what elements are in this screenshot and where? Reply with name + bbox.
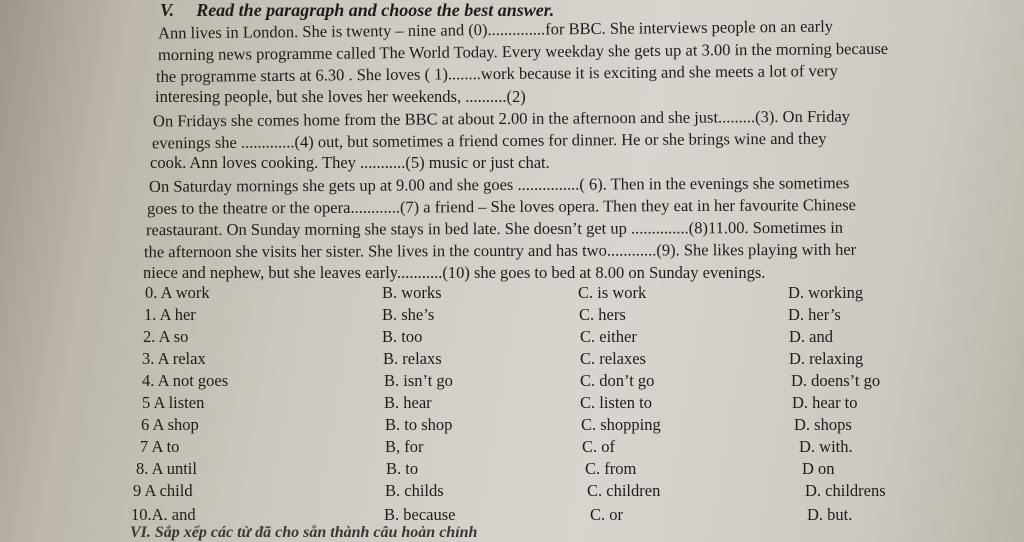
paragraph-line: goes to the theatre or the opera............(7) a friend – She loves opera. Then they eat in her favourite Chinese (146, 195, 856, 218)
paragraph-line: On Fridays she comes home from the BBC at about 2.00 in the afternoon and she just.........(3). On Friday (152, 106, 851, 131)
option-a: 4. A not goes (142, 371, 229, 390)
option-a: 7 A to (140, 437, 180, 456)
option-row (0, 437, 1024, 459)
option-b: B. she’s (382, 305, 435, 324)
option-d: D on (802, 459, 835, 478)
paragraph-line: interesing people, but she loves her weekends, ..........(2) (155, 87, 526, 106)
option-a: 3. A relax (142, 349, 206, 368)
option-d: D. hear to (792, 393, 858, 412)
option-a: 1. A her (144, 305, 196, 324)
option-b: B. because (384, 505, 456, 524)
option-row (0, 393, 1024, 415)
option-b: B. hear (384, 393, 432, 412)
option-row (0, 415, 1024, 437)
option-b: B. relaxs (383, 349, 442, 368)
next-exercise-heading: VI. Sắp xếp các từ đã cho sẵn thành câu hoàn chỉnh (130, 524, 478, 541)
paragraph-line: Ann lives in London. She is twenty – nine and (0)..............for BBC. She interviews people on an early (157, 16, 834, 43)
option-d: D. her’s (788, 305, 841, 324)
option-c: C. listen to (580, 393, 652, 412)
option-a: 8. A until (136, 459, 197, 478)
option-a: 5 A listen (142, 393, 205, 412)
option-c: C. hers (579, 305, 626, 324)
option-c: C. from (585, 459, 637, 478)
paragraph-line: morning news programme called The World Today. Every weekday she gets up at 3.00 in the morning because (157, 38, 889, 65)
option-row (0, 349, 1024, 371)
option-d: D. working (788, 283, 864, 302)
option-d: D. with. (799, 437, 853, 456)
option-row (0, 481, 1024, 503)
option-c: C. relaxes (580, 349, 646, 368)
option-b: B. too (382, 327, 423, 346)
option-c: C. children (587, 481, 661, 500)
option-a: 0. A work (145, 283, 210, 302)
paragraph-line: reastaurant. On Sunday morning she stays in bed late. She doesn’t get up ..............(8)11.00. Sometimes in (145, 217, 844, 240)
option-d: D. but. (807, 505, 853, 524)
exercise-heading (160, 0, 554, 21)
option-row (0, 327, 1024, 349)
option-d: D. shops (794, 415, 852, 434)
option-b: B. to shop (385, 415, 453, 434)
paragraph-line: the programme starts at 6.30 . She loves ( 1)........work because it is exciting and she meets a lot of very (155, 61, 838, 86)
option-c: C. of (582, 437, 615, 456)
option-c: C. is work (578, 283, 647, 302)
option-row (0, 459, 1024, 481)
option-row (0, 305, 1024, 327)
option-row (0, 283, 1024, 305)
exercise-number: V. (160, 0, 175, 20)
exercise-title: Read the paragraph and choose the best answer. (196, 0, 555, 20)
option-b: B, for (385, 437, 424, 456)
option-row (0, 371, 1024, 393)
option-d: D. and (789, 327, 833, 346)
option-b: B. works (382, 283, 442, 302)
option-c: C. shopping (581, 415, 661, 434)
option-d: D. relaxing (789, 349, 864, 368)
paragraph-line: evenings she .............(4) out, but sometimes a friend comes for dinner. He or she brings wine and they (151, 128, 827, 153)
option-b: B. to (386, 459, 419, 478)
option-c: C. or (590, 505, 623, 524)
paragraph-line: niece and nephew, but she leaves early...........(10) she goes to bed at 8.00 on Sunday evenings. (143, 263, 766, 282)
option-b: B. childs (385, 481, 444, 500)
option-b: B. isn’t go (384, 371, 453, 390)
paragraph-line: cook. Ann loves cooking. They ...........(5) music or just chat. (150, 153, 550, 172)
paragraph-line: On Saturday mornings she gets up at 9.00 and she goes ...............( 6). Then in the evenings she sometimes (148, 173, 850, 196)
option-a: 2. A so (143, 327, 189, 346)
option-c: C. don’t go (580, 371, 655, 390)
option-d: D. childrens (805, 481, 886, 500)
paragraph-line: the afternoon she visits her sister. She lives in the country and has two............(9). She likes playing with her (143, 239, 857, 262)
option-a: 10.A. and (131, 505, 196, 524)
option-c: C. either (580, 327, 637, 346)
option-a: 9 A child (133, 481, 193, 500)
option-d: D. doens’t go (791, 371, 881, 390)
option-a: 6 A shop (141, 415, 199, 434)
